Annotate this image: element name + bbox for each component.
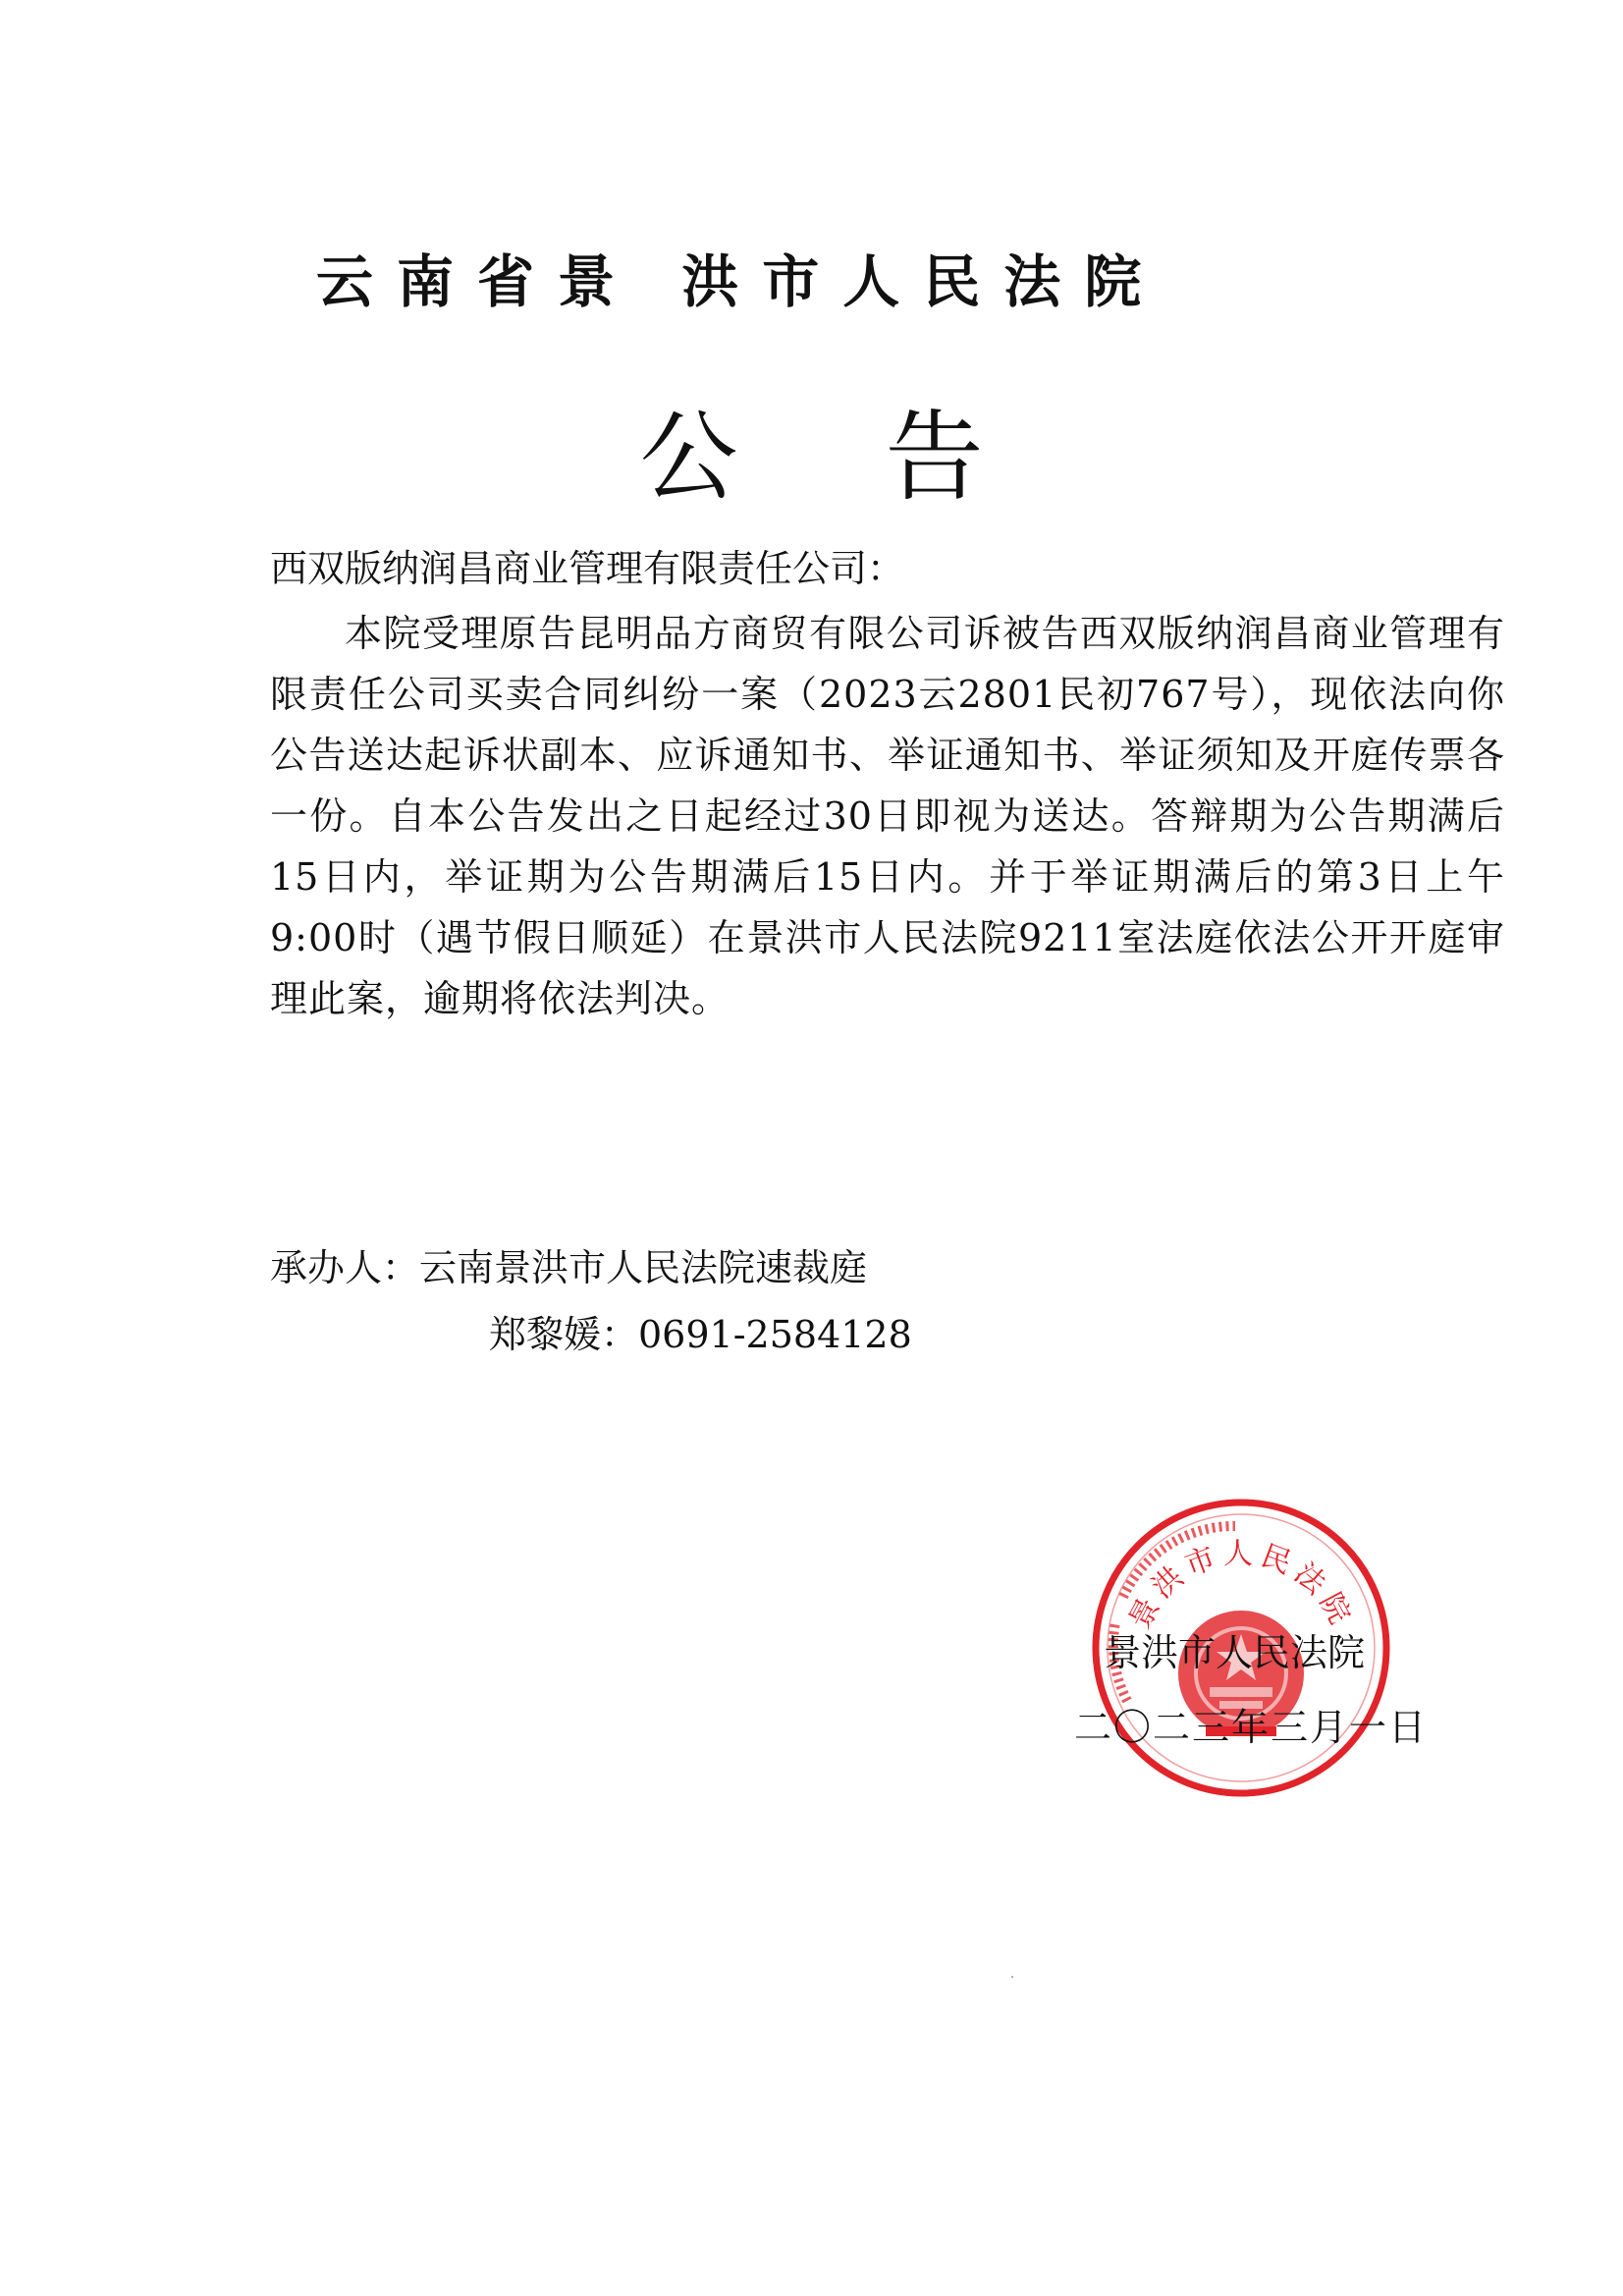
notice-title: 公告 (639, 400, 1131, 515)
notice-body: 本院受理原告昆明品方商贸有限公司诉被告西双版纳润昌商业管理有限责任公司买卖合同纠纷一案（2023云2801民初767号），现依法向你公告送达起诉状副本、应诉通知书、举证通知书、举证须知及开庭传票各一份。自本公告发出之日起经过30日即视为送达。答辩期为公告期满后15日内，举证期为公告期满后15日内。并于举证期满后的第3日上午9:00时（遇节假日顺延）在景洪市人民法院9211室法庭依法公开开庭审理此案，逾期将依法判决。 (270, 612, 1505, 1020)
seal-text: 景洪市人民法院 (1122, 1537, 1360, 1635)
signature-court: 景洪市人民法院 (1104, 1631, 1366, 1674)
signature-date: 二〇二三年三月一日 (1074, 1706, 1429, 1749)
recipient-line: 西双版纳润昌商业管理有限责任公司： (270, 547, 905, 590)
court-name-heading: 云南省景 洪市人民法院 (316, 248, 1165, 315)
handler-line: 承办人：云南景洪市人民法院速裁庭 (270, 1246, 868, 1289)
handler-contact: 郑黎媛：0691-2584128 (489, 1313, 912, 1356)
scan-speck (1011, 1976, 1013, 1978)
